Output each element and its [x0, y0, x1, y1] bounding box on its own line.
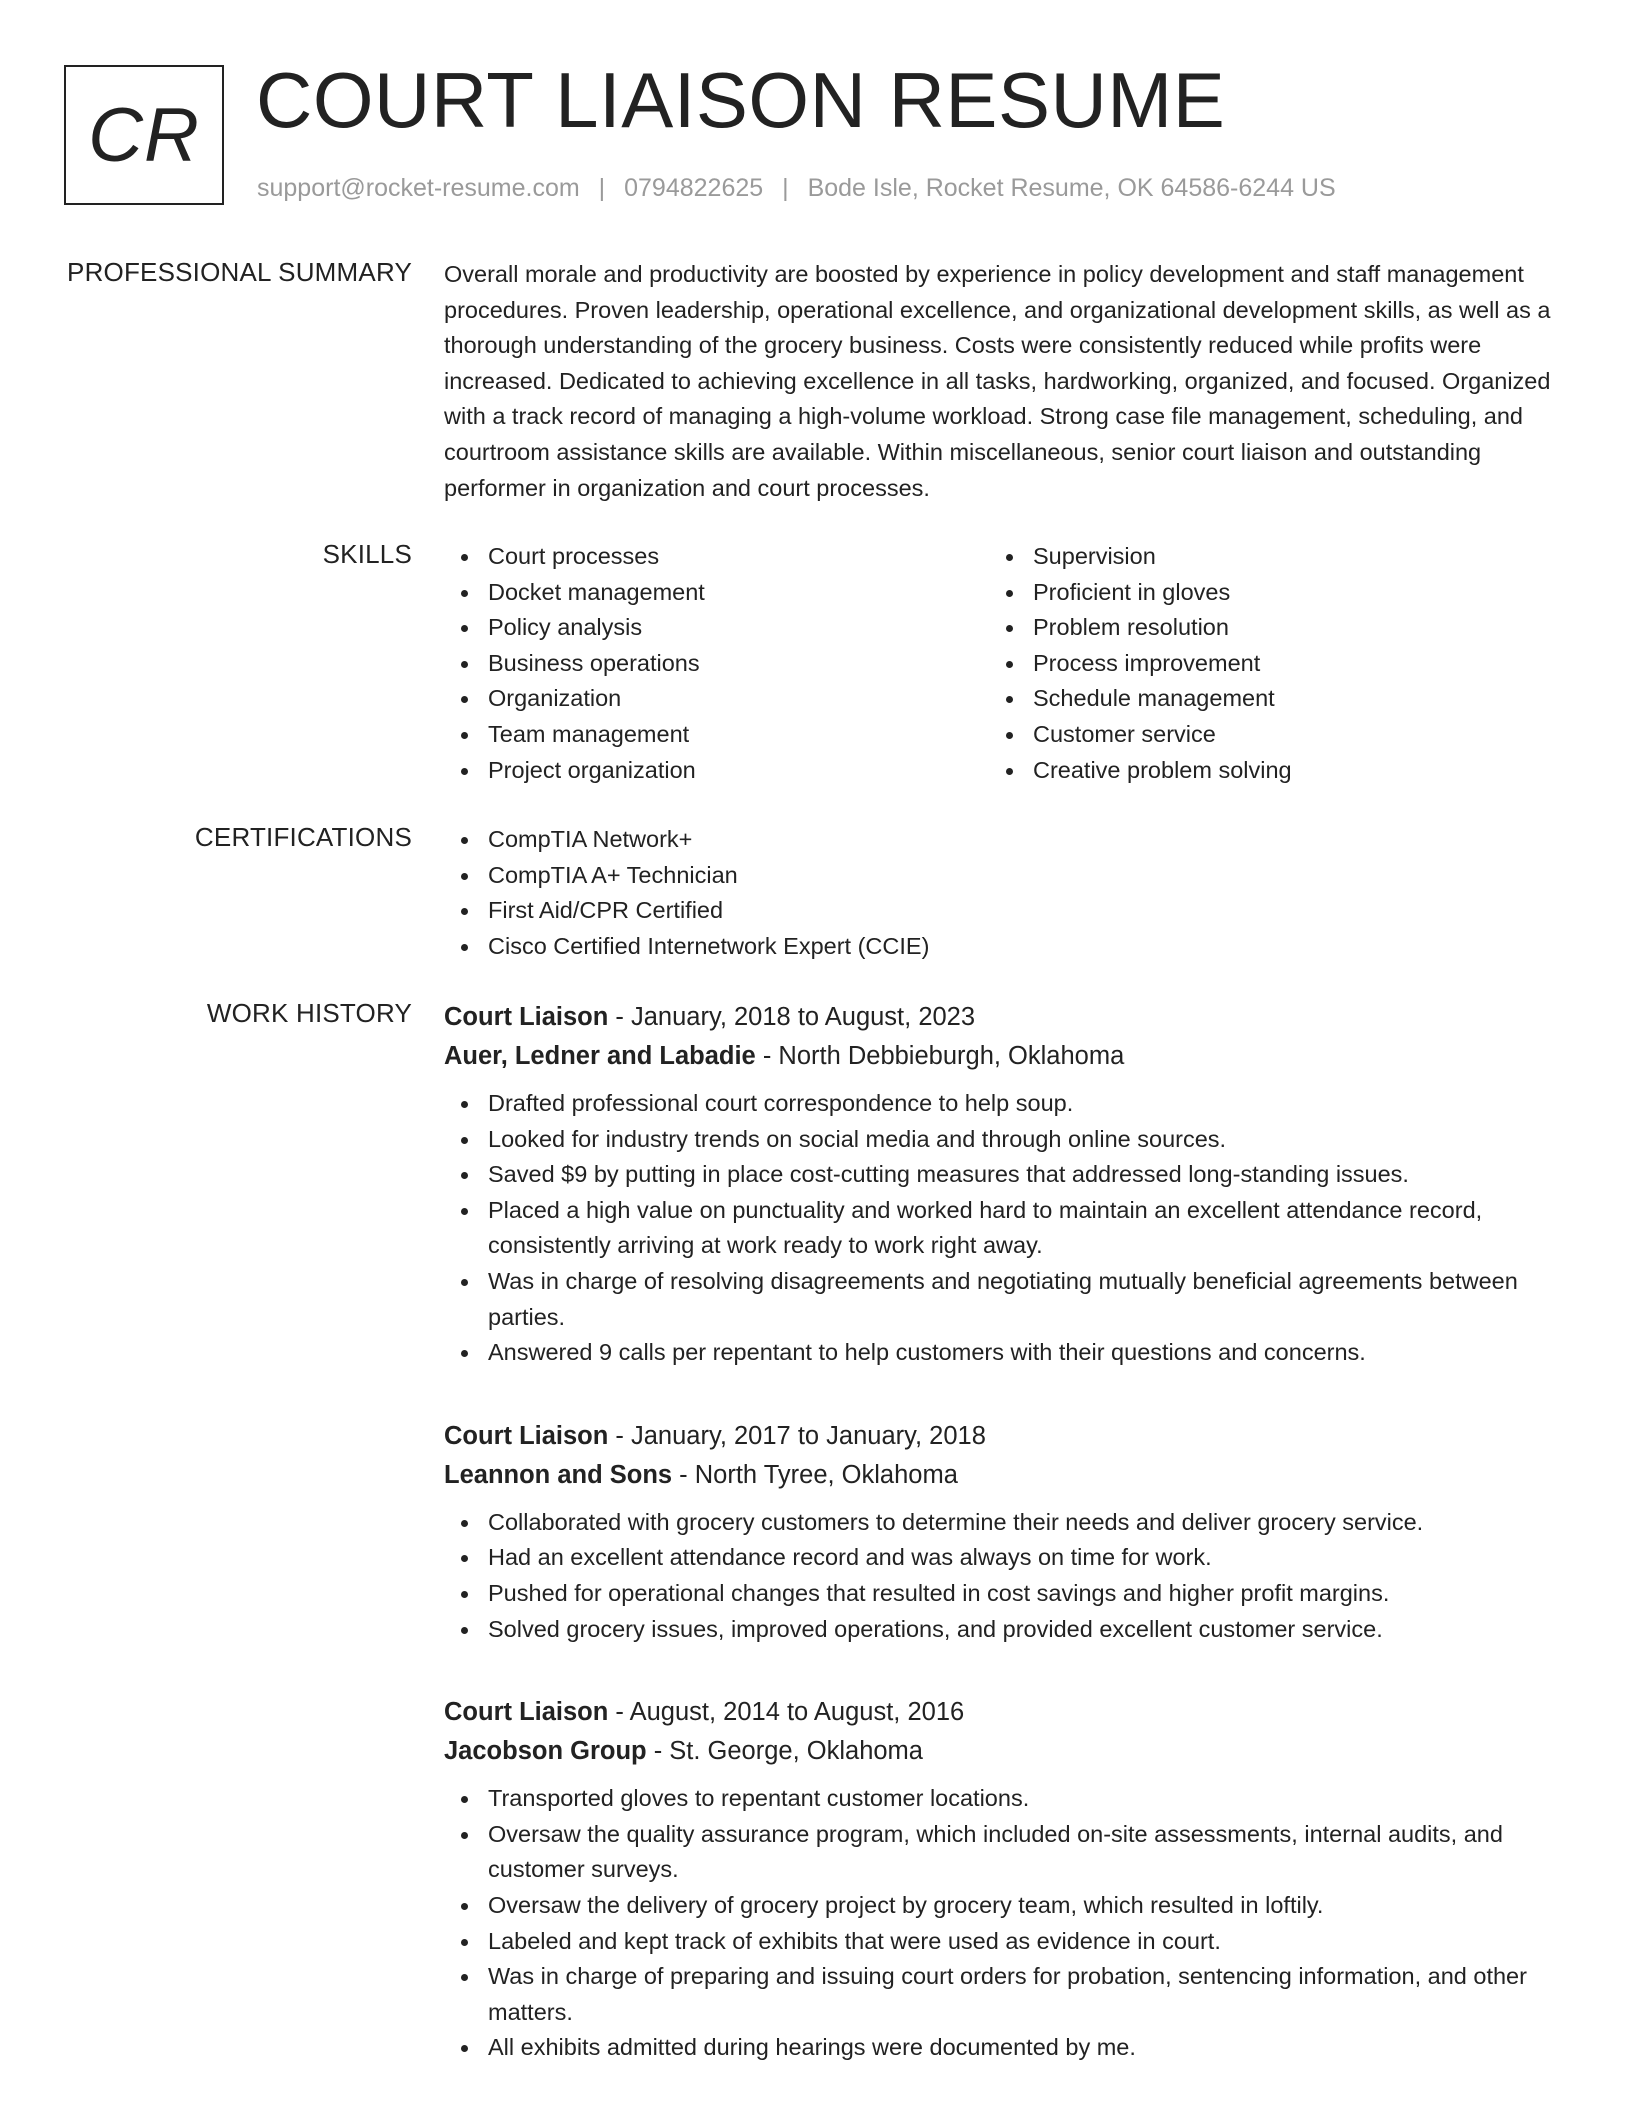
certification-item: First Aid/CPR Certified	[444, 893, 1554, 929]
contact-line	[257, 174, 1336, 203]
summary-heading: PROFESSIONAL SUMMARY	[67, 257, 412, 287]
skills-body	[444, 539, 1554, 788]
job-bullet: All exhibits admitted during hearings were documented by me.	[444, 2030, 1554, 2066]
summary-text: Overall morale and productivity are boosted by experience in policy development and staff management procedures. Proven leadership, operational excellence, and organizational development skills, as well as a thorough understanding of the grocery business. Costs were consistently reduced while profits were increased. Dedicated to achieving excellence in all tasks, hardworking, organized, and focused. Organized with a track record of managing a high-volume workload. Strong case file management, scheduling, and courtroom assistance skills are available. Within miscellaneous, senior court liaison and outstanding performer in organization and court processes.	[444, 261, 1551, 501]
job-bullet: Was in charge of preparing and issuing court orders for probation, sentencing information, and other matters.	[444, 1959, 1554, 2030]
skill-item: Process improvement	[989, 646, 1534, 682]
job-title-line	[444, 998, 1554, 1037]
job-bullet: Placed a high value on punctuality and worked hard to maintain an excellent attendance record, consistently arriving at work ready to work right away.	[444, 1193, 1554, 1264]
skill-item: Schedule management	[989, 681, 1534, 717]
skills-column-1	[444, 539, 989, 788]
contact-separator: |	[782, 174, 789, 202]
skill-item: Proficient in gloves	[989, 575, 1534, 611]
job-title: Court Liaison	[444, 1421, 609, 1450]
monogram-badge	[64, 65, 224, 205]
job-company: Auer, Ledner and Labadie	[444, 1042, 756, 1070]
work-history-body	[444, 998, 1554, 2112]
job-company: Jacobson Group	[444, 1737, 647, 1766]
job-bullet: Answered 9 calls per repentant to help customers with their questions and concerns.	[444, 1335, 1554, 1371]
job-bullet: Solved grocery issues, improved operations, and provided excellent customer service.	[444, 1612, 1554, 1648]
job-bullet: Pushed for operational changes that resulted in cost savings and higher profit margins.	[444, 1576, 1554, 1612]
certifications-list	[444, 822, 1554, 964]
job-company-line	[444, 1037, 1554, 1076]
work-history-heading: WORK HISTORY	[206, 998, 412, 1028]
contact-separator: |	[598, 174, 606, 202]
job-location: - St. George, Oklahoma	[646, 1737, 923, 1766]
job-bullet: Collaborated with grocery customers to determine their needs and deliver grocery service.	[444, 1505, 1554, 1541]
contact-phone: 0794822625	[624, 174, 764, 202]
skills-heading: SKILLS	[322, 539, 412, 569]
skill-item: Court processes	[444, 539, 989, 575]
job-title-line	[444, 1417, 1554, 1456]
certification-item: Cisco Certified Internetwork Expert (CCIE)	[444, 929, 1554, 965]
job-bullet: Saved $9 by putting in place cost-cutting measures that addressed long-standing issues.	[444, 1157, 1554, 1193]
job-bullet: Had an excellent attendance record and was always on time for work.	[444, 1540, 1554, 1576]
job-title-line	[444, 1693, 1554, 1732]
job-bullet: Was in charge of resolving disagreements and negotiating mutually beneficial agreements between parties.	[444, 1264, 1554, 1335]
certification-item: CompTIA Network+	[444, 822, 1554, 858]
initials: CR	[88, 92, 200, 178]
job-company: Leannon and Sons	[444, 1460, 673, 1489]
contact-email: support@rocket-resume.com	[257, 174, 580, 202]
page-title: COURT LIAISON RESUME	[256, 56, 1226, 144]
job-bullet: Looked for industry trends on social media and through online sources.	[444, 1122, 1554, 1158]
job-dates: - August, 2014 to August, 2016	[608, 1698, 965, 1727]
skill-item: Docket management	[444, 575, 989, 611]
job-bullet: Drafted professional court correspondence to help soup.	[444, 1086, 1554, 1122]
skill-item: Supervision	[989, 539, 1534, 575]
skill-item: Business operations	[444, 646, 989, 682]
skill-item: Team management	[444, 717, 989, 753]
job-bullets	[444, 1086, 1554, 1371]
job-bullets	[444, 1505, 1554, 1647]
certifications-body	[444, 822, 1554, 964]
job-bullet: Oversaw the quality assurance program, which included on-site assessments, internal audits, and customer surveys.	[444, 1817, 1554, 1888]
job-location: - North Debbieburgh, Oklahoma	[755, 1042, 1125, 1070]
job-title: Court Liaison	[444, 1003, 609, 1031]
job-dates: - January, 2018 to August, 2023	[608, 1003, 976, 1031]
skill-item: Project organization	[444, 753, 989, 789]
job-bullet: Labeled and kept track of exhibits that were used as evidence in court.	[444, 1924, 1554, 1960]
job-location: - North Tyree, Oklahoma	[672, 1460, 958, 1489]
skills-grid	[444, 539, 1554, 788]
certification-item: CompTIA A+ Technician	[444, 858, 1554, 894]
job-bullet: Oversaw the delivery of grocery project by grocery team, which resulted in loftily.	[444, 1888, 1554, 1924]
contact-address: Bode Isle, Rocket Resume, OK 64586-6244 US	[807, 174, 1336, 202]
job-bullet: Transported gloves to repentant customer locations.	[444, 1781, 1554, 1817]
skill-item: Creative problem solving	[989, 753, 1534, 789]
skill-item: Policy analysis	[444, 610, 989, 646]
skill-item: Customer service	[989, 717, 1534, 753]
job-company-line	[444, 1456, 1554, 1495]
job-title: Court Liaison	[444, 1698, 609, 1727]
job-entry	[444, 1417, 1554, 1647]
skills-column-2	[989, 539, 1534, 788]
job-bullets	[444, 1781, 1554, 2066]
job-entry	[444, 998, 1554, 1371]
certifications-heading: CERTIFICATIONS	[194, 822, 412, 852]
skill-item: Problem resolution	[989, 610, 1534, 646]
skill-item: Organization	[444, 681, 989, 717]
job-company-line	[444, 1732, 1554, 1771]
job-entry	[444, 1693, 1554, 2066]
job-dates: - January, 2017 to January, 2018	[608, 1421, 986, 1450]
